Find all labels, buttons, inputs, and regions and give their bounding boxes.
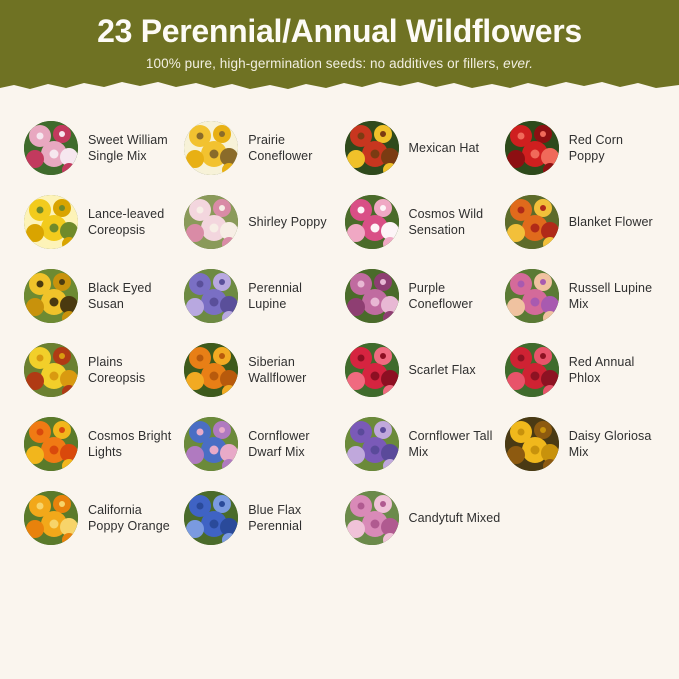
flower-thumbnail xyxy=(505,269,559,323)
page-title: 23 Perennial/Annual Wildflowers xyxy=(97,13,582,49)
list-item xyxy=(184,491,340,545)
list-item xyxy=(184,195,340,249)
flower-name: Shirley Poppy xyxy=(248,214,327,229)
list-item xyxy=(24,195,180,249)
flower-name: Perennial Lupine xyxy=(248,280,302,311)
list-item xyxy=(505,121,661,175)
list-item xyxy=(505,343,661,397)
torn-paper-edge xyxy=(0,76,679,98)
flower-name: Blanket Flower xyxy=(568,214,653,229)
list-item xyxy=(24,491,180,545)
list-item xyxy=(184,269,340,323)
flower-name: Black Eyed Susan xyxy=(88,280,152,311)
flower-thumbnail xyxy=(184,417,238,471)
flower-thumbnail xyxy=(505,195,559,249)
list-item xyxy=(24,343,180,397)
list-item xyxy=(505,269,661,323)
flower-name: Mexican Hat xyxy=(408,140,480,155)
flower-name: California Poppy Orange xyxy=(88,502,170,533)
flower-name: Cornflower Dwarf Mix xyxy=(248,428,310,459)
list-item xyxy=(24,121,180,175)
flower-thumbnail xyxy=(24,417,78,471)
flower-thumbnail xyxy=(24,121,78,175)
list-item xyxy=(184,121,340,175)
list-item xyxy=(184,343,340,397)
list-item xyxy=(24,269,180,323)
flower-name: Blue Flax Perennial xyxy=(248,502,302,533)
flower-name: Cornflower Tall Mix xyxy=(408,428,493,459)
list-item xyxy=(345,417,501,471)
flower-thumbnail xyxy=(24,343,78,397)
flower-name: Plains Coreopsis xyxy=(88,354,146,385)
flower-name: Scarlet Flax xyxy=(408,362,476,377)
flower-thumbnail xyxy=(184,491,238,545)
flower-thumbnail xyxy=(345,195,399,249)
subtitle-text: 100% pure, high-germination seeds: no additives or fillers, xyxy=(145,55,504,71)
flower-thumbnail xyxy=(345,417,399,471)
page-subtitle xyxy=(0,56,679,71)
flower-thumbnail xyxy=(345,121,399,175)
subtitle-emphasis: ever. xyxy=(503,55,534,71)
flower-name: Red Corn Poppy xyxy=(568,132,624,163)
list-item xyxy=(345,343,501,397)
list-item xyxy=(345,491,501,545)
flower-name: Sweet William Single Mix xyxy=(88,132,168,163)
flower-thumbnail xyxy=(24,269,78,323)
flower-name: Siberian Wallflower xyxy=(248,354,307,385)
list-item xyxy=(345,121,501,175)
flower-thumbnail xyxy=(345,269,399,323)
list-item xyxy=(184,417,340,471)
flower-thumbnail xyxy=(24,491,78,545)
list-item xyxy=(345,195,501,249)
list-item xyxy=(505,195,661,249)
flower-name: Russell Lupine Mix xyxy=(568,280,653,311)
flower-grid xyxy=(0,97,679,555)
flower-name: Lance-leaved Coreopsis xyxy=(88,206,165,237)
flower-thumbnail xyxy=(345,343,399,397)
flower-thumbnail xyxy=(505,121,559,175)
flower-thumbnail xyxy=(505,417,559,471)
list-item xyxy=(345,269,501,323)
flower-thumbnail xyxy=(184,195,238,249)
flower-name: Daisy Gloriosa Mix xyxy=(568,428,652,459)
flower-thumbnail xyxy=(184,343,238,397)
list-item xyxy=(24,417,180,471)
flower-name: Cosmos Bright Lights xyxy=(88,428,172,459)
list-item xyxy=(505,417,661,471)
flower-name: Cosmos Wild Sensation xyxy=(408,206,484,237)
flower-thumbnail xyxy=(345,491,399,545)
flower-thumbnail xyxy=(24,195,78,249)
flower-thumbnail xyxy=(184,269,238,323)
flower-name: Candytuft Mixed xyxy=(408,510,501,525)
flower-thumbnail xyxy=(184,121,238,175)
flower-name: Prairie Coneflower xyxy=(248,132,313,163)
flower-name: Purple Coneflower xyxy=(408,280,473,311)
flower-thumbnail xyxy=(505,343,559,397)
flower-name: Red Annual Phlox xyxy=(568,354,635,385)
poster-header xyxy=(0,0,679,97)
